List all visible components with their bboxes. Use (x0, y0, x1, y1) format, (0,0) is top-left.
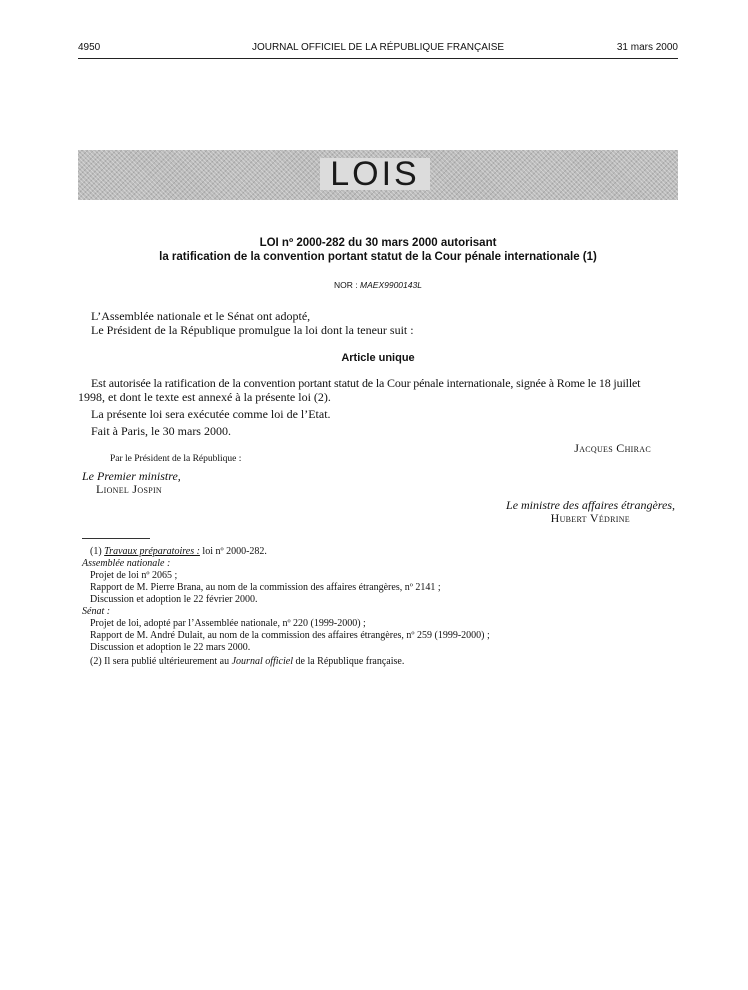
nor-label: NOR : (334, 280, 358, 290)
nor-value: MAEX9900143L (360, 280, 422, 290)
footnote-2-prefix: (2) Il sera publié ultérieurement au (90, 656, 230, 667)
preamble-line2: Le Président de la République promulgue la loi dont la teneur suit : (91, 323, 414, 337)
foreign-minister-title: Le ministre des affaires étrangères, (506, 498, 675, 512)
header-rule (78, 58, 678, 59)
preamble-line1: L’Assemblée nationale et le Sénat ont adopté, (91, 309, 311, 323)
footnote-1 (90, 546, 267, 558)
law-title-line2: la ratification de la convention portant statut de la Cour pénale internationale (1) (159, 251, 597, 263)
article-paragraph1-line1: Est autorisée la ratification de la convention portant statut de la Cour pénale internationale, signée à Rome le 18 juillet (91, 376, 641, 390)
footnote-1-marker: (1) (90, 546, 102, 557)
footnote-2-journal: Journal officiel (231, 656, 293, 667)
page-number: 4950 (78, 42, 101, 53)
nor-reference (78, 280, 678, 290)
law-title-line1: LOI nº 2000-282 du 30 mars 2000 autorisant (259, 237, 497, 249)
assemblee-item: Discussion et adoption le 22 février 2000. (90, 594, 258, 605)
by-president-label: Par le Président de la République : (110, 454, 242, 464)
senat-item: Projet de loi, adopté par l’Assemblée nationale, nº 220 (1999-2000) ; (90, 618, 366, 629)
president-signature: Jacques Chirac (574, 441, 651, 455)
issue-date: 31 mars 2000 (616, 42, 678, 53)
article-paragraph2: La présente loi sera exécutée comme loi de l’Etat. (91, 407, 331, 421)
senat-item: Rapport de M. André Dulait, au nom de la commission des affaires étrangères, nº 259 (1999-2000) ; (90, 630, 490, 641)
footnote-1-label: Travaux préparatoires : (104, 546, 200, 557)
footnote-2-suffix: de la République française. (295, 656, 405, 667)
assemblee-heading: Assemblée nationale : (82, 558, 171, 569)
senat-item: Discussion et adoption le 22 mars 2000. (90, 642, 251, 653)
footnote-rule (82, 538, 150, 539)
assemblee-item: Projet de loi nº 2065 ; (90, 570, 178, 581)
article-paragraph1-line2: 1998, et dont le texte est annexé à la présente loi (2). (78, 390, 331, 404)
prime-minister-title: Le Premier ministre, (82, 469, 181, 483)
place-and-date: Fait à Paris, le 30 mars 2000. (91, 424, 231, 438)
section-banner-label: LOIS (320, 158, 430, 190)
prime-minister-name: Lionel Jospin (96, 482, 163, 496)
footnote-2 (90, 656, 404, 668)
journal-title: JOURNAL OFFICIEL DE LA RÉPUBLIQUE FRANÇAISE (251, 42, 505, 53)
foreign-minister-name: Hubert Védrine (550, 511, 630, 525)
footnote-1-text: loi nº 2000-282. (202, 546, 267, 557)
article-heading: Article unique (341, 352, 415, 364)
assemblee-item: Rapport de M. Pierre Brana, au nom de la commission des affaires étrangères, nº 2141 ; (90, 582, 441, 593)
senat-heading: Sénat : (82, 606, 111, 617)
